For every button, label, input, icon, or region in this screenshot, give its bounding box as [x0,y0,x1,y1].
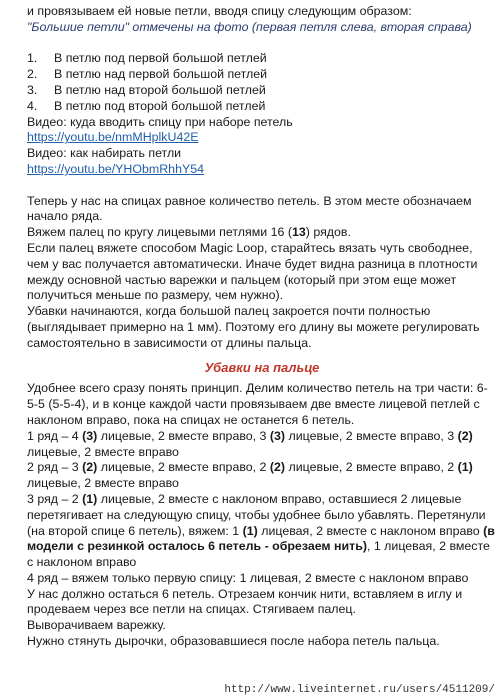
step-item [27,99,497,115]
video2-label: Видео: как набирать петли [27,146,182,161]
video1-link[interactable]: https://youtu.be/nmMHplkU42E [27,130,199,145]
row-3-instructions: 3 ряд – 2 (1) лицевые, 2 вместе с наклоном вправо, оставшиеся 2 лицевые перетягивает на следующую спицу, чтобы удобнее было убавлять. Перетянули (на второй спице 6 петель), вяжем: 1 (1) лицевая, 2 вместе с наклоном вправо (в модели с резинкой осталось 6 петель - обрезаем нить), 1 лицевая, 2 вместе с наклоном вправо [27,491,495,570]
paragraph-equal-loops: Теперь у нас на спицах равное количество петель. В этом месте обозначаем начало ряда. [27,193,472,224]
step-item [27,51,497,67]
row-4-instructions: 4 ряд – вяжем только первую спицу: 1 лицевая, 2 вместе с наклоном вправо [27,570,469,585]
intro-italic-note: "Большие петли" отмечены на фото (первая петля слева, вторая справа) [27,19,472,34]
paragraph-decrease-start: Убавки начинаются, когда большой палец закроется почти полностью (выглядывает примерно на 1 мм). Поэтому его длину вы можете регулировать самостоятельно в зависимости от длины пальца. [27,304,480,350]
row-1-instructions: 1 ряд – 4 (3) лицевые, 2 вместе вправо, 3 (3) лицевые, 2 вместе вправо, 3 (2) лицевые, 2 вместе вправо [27,428,473,459]
row-2-instructions: 2 ряд – 3 (2) лицевые, 2 вместе вправо, 2 (2) лицевые, 2 вместе вправо, 2 (1) лицевые, 2 вместе вправо [27,460,473,491]
footer-url: http://www.liveinternet.ru/users/4511209/ [224,684,495,696]
intro-line: и провязываем ей новые петли, вводя спицу следующим образом: [27,4,412,18]
step-number: 3. [27,82,38,97]
step-item [27,67,497,83]
video1-label: Видео: куда вводить спицу при наборе петель [27,114,293,129]
paragraph-knit-rows: Вяжем палец по кругу лицевыми петлями 16 (13) рядов. [27,225,351,240]
step-item [27,83,497,99]
step-text: В петлю над второй большой петлей [54,82,266,97]
step-text: В петлю под первой большой петлей [54,51,267,66]
paragraph-close-holes: Нужно стянуть дырочки, образовавшиеся после набора петель пальца. [27,634,440,649]
paragraph-finish: У нас должно остаться 6 петель. Отрезаем кончик нити, вставляем в иглу и продеваем через все петли на спицах. Стягиваем палец. [27,586,463,617]
step-number: 2. [27,67,38,82]
section-heading: Убавки на пальце [204,359,320,375]
step-text: В петлю под второй большой петлей [54,98,266,113]
paragraph-turn-mitten: Выворачиваем варежку. [27,618,166,633]
document-page [27,4,497,650]
video2-link[interactable]: https://youtu.be/YHObmRhhY54 [27,161,205,176]
paragraph-decrease-intro: Удобнее всего сразу понять принцип. Делим количество петель на три части: 6-5-5 (5-5-4), и в конце каждой части провязываем две вместе лицевой петлей с наклоном вправо, пока на спицах не останется 6 петель. [27,381,488,427]
step-number: 4. [27,98,38,113]
paragraph-magic-loop: Если палец вяжете способом Magic Loop, старайтесь вязать чуть свободнее, чем у вас получается автоматически. Иначе будет видна разница в плотности между основной частью варежки и пальцем (который при этом еще может получиться меньше по размеру, чем нужно). [27,240,478,303]
step-number: 1. [27,51,38,66]
step-text: В петлю над первой большой петлей [54,67,268,82]
